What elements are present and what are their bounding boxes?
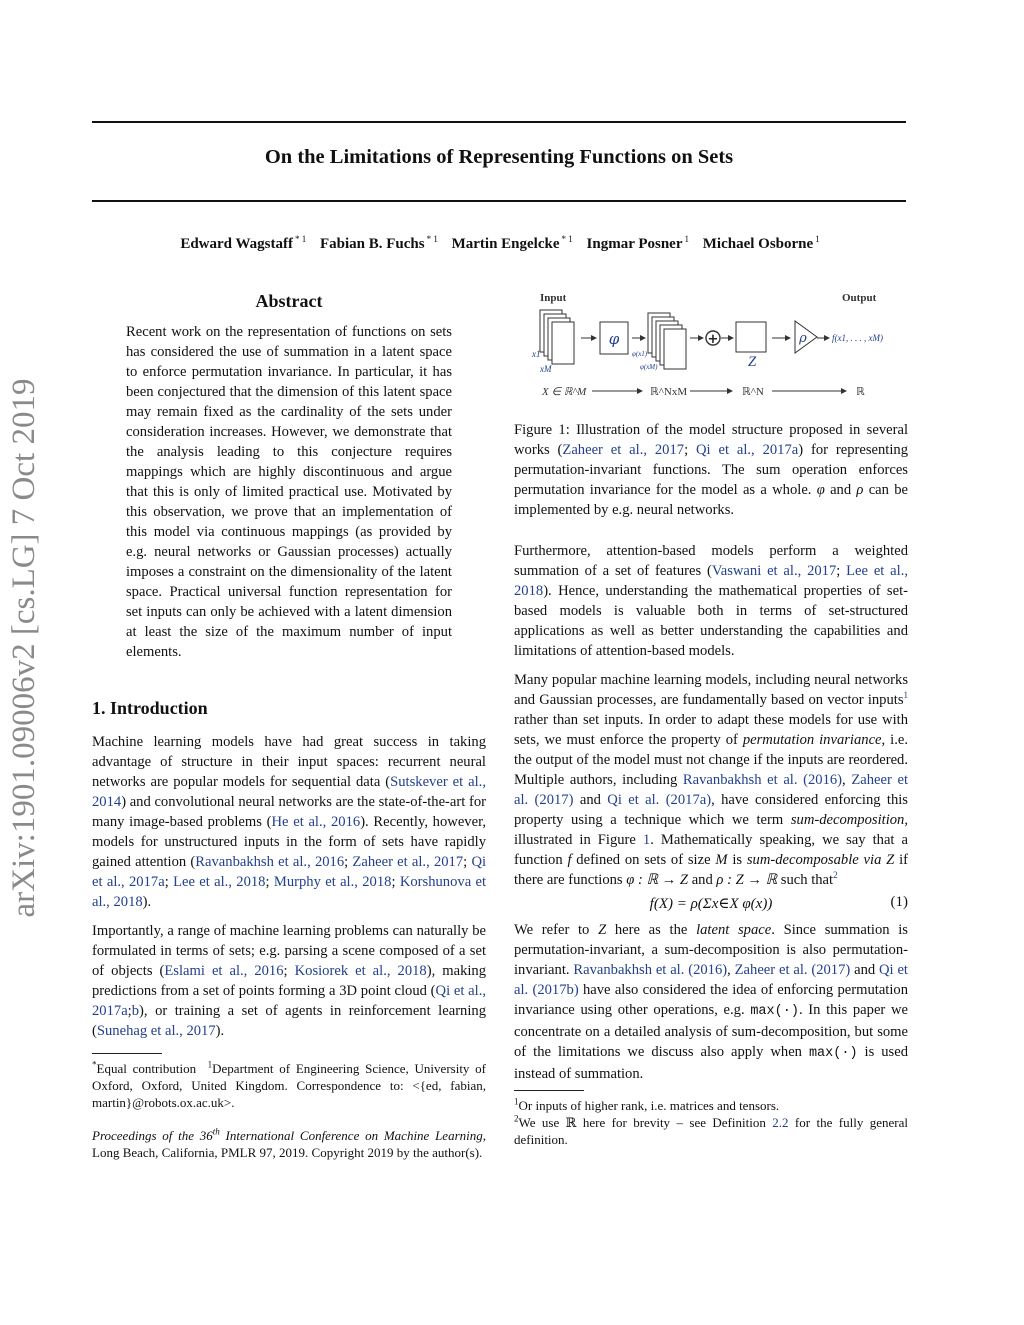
text-run: and [824, 482, 857, 498]
rho-symbol: ρ [799, 331, 807, 346]
z-label: Z [747, 354, 757, 370]
text-run: for the fully general definition. [514, 1115, 909, 1147]
citation-link[interactable]: Qi et al. (2017b) [514, 962, 908, 998]
xm-label: xM [540, 364, 552, 374]
text-run: , [842, 772, 852, 788]
citation-link[interactable]: Ravanbakhsh et al. (2016) [573, 962, 728, 978]
emphasis: permutation invariance [742, 732, 882, 748]
author [703, 236, 820, 252]
latent-z-box [736, 322, 766, 352]
text-run: , have considered enforcing this property using a technique which we term [514, 792, 908, 828]
text-run: Figure 1: Illustration of the model structure proposed in several works ( [514, 422, 908, 458]
text-run: can be implemented by e.g. neural networks. [514, 482, 909, 518]
author-affiliation-mark: * 1 [426, 234, 438, 244]
text-run: 36 [199, 1128, 213, 1143]
text-run: Many popular machine learning models, including neural networks and Gaussian processes, are fundamentally based on vector inputs [514, 672, 908, 708]
text-run: ). Hence, understanding the mathematical properties of set-based models is valuable both in terms of set-structured applications as well as better understanding the capabilities and limitations of attention-based models. [514, 583, 908, 659]
author-list [60, 236, 940, 253]
output-label: Output [842, 292, 877, 304]
text-run: ; [283, 963, 295, 979]
footnote-link[interactable]: 2 [833, 870, 838, 881]
emphasis: sum-decomposable via Z [746, 852, 895, 868]
footnote-2 [514, 1114, 908, 1148]
citation-link[interactable]: Eslami et al., 2016 [164, 963, 284, 979]
text-run: and [850, 962, 880, 978]
text-run: ), or training a set of agents in reinforcement learning ( [92, 1003, 486, 1039]
text-run: if there are functions [514, 852, 908, 888]
text-run: , Long Beach, California, PMLR 97, 2019. Copyright 2019 by the author(s). [92, 1128, 486, 1160]
text-run: Department of Engineering Science, University of Oxford, Oxford, United Kingdom. Correspondence to: <{ed, fabian, martin}@robots.ox.ac.uk>. [92, 1061, 487, 1110]
text-run: and [573, 792, 608, 808]
output-function-label: f(x1, . . . , xM) [832, 333, 883, 343]
text-run: ) and convolutional neural networks are the state-of-the-art for many image-based problems ( [92, 794, 486, 830]
author [320, 236, 438, 252]
citation-link[interactable]: Kosiorek et al., 2018 [294, 963, 427, 979]
intro-paragraph-1 [92, 732, 486, 912]
text-run: ; [391, 874, 400, 890]
math-expression: φ : ℝ → Z [626, 872, 689, 888]
proceedings-note [92, 1127, 486, 1161]
text-run: th [212, 1126, 220, 1137]
text-run: Machine learning models have had great success in taking advantage of structure in their input spaces: recurrent neural networks are popular models for sequential data ( [92, 734, 486, 790]
abstract-text: Recent work on the representation of functions on sets has considered the use of summation in a latent space to enforce permutation invariance. In particular, it has been conjectured that the dimension of this latent space may remain fixed as the cardinality of the sets under consideration increases. However, we demonstrate that the analysis leading to this conjecture requires mappings which are highly discontinuous and argue that this is only of limited practical use. Motivated by this observation, we prove that an implementation of this model via continuous mappings (as provided by e.g. neural networks or Gaussian processes) actually imposes a constraint on the dimensionality of the latent space. Practical universal function representation for set inputs can only be achieved with a latent dimension at least the size of the maximum number of input elements. [126, 324, 452, 660]
math-symbol: Z [598, 922, 607, 938]
citation-link[interactable]: Lee et al., 2018 [514, 563, 909, 599]
text-run: Equal contribution [96, 1061, 197, 1076]
sum-decomposition-paragraph [514, 670, 908, 890]
citation-link[interactable]: Lee et al., 2018 [173, 874, 266, 890]
code-text: max(·) [808, 1046, 858, 1061]
text-run: . Since summation is permutation-invariant, a sum-decomposition is also permutation-invariant. [514, 922, 908, 978]
text-run: , [727, 962, 735, 978]
citation-link[interactable]: Zaheer et al. (2017) [734, 962, 851, 978]
emphasis: sum-decomposition [790, 812, 905, 828]
footnote-rule [92, 1053, 162, 1054]
citation-link[interactable]: Ravanbakhsh et al., 2016 [195, 854, 345, 870]
math-symbol: φ [816, 482, 825, 498]
text-run: ; [164, 874, 174, 890]
text-run: Importantly, a range of machine learning problems can naturally be formulated in terms of sets; e.g. parsing a scene composed of a set of objects ( [92, 923, 486, 979]
equation-body: f(X) = ρ(Σx∈X φ(x)) [649, 896, 773, 912]
text-run: such that [777, 872, 834, 888]
footnote-mark: 1 [514, 1096, 519, 1107]
text-run: have also considered the idea of enforcing permutation invariance using other operations, e.g. [514, 982, 908, 1018]
citation-link[interactable]: Vaswani et al., 2017 [711, 563, 837, 579]
definition-link[interactable]: 2.2 [772, 1115, 789, 1130]
phi-x1-label: φ(x1) [632, 350, 648, 358]
input-space-label: X ∈ ℝ^M [542, 386, 587, 398]
text-run: . In this paper we concentrate on a detailed analysis of sum-decomposition, but some of the limitations we discuss also apply when [514, 1002, 908, 1060]
author [452, 236, 573, 252]
output-space-label: ℝ [856, 386, 865, 398]
figure-link[interactable]: 1 [642, 832, 651, 848]
text-run: We refer to [514, 922, 599, 938]
right-column [514, 286, 908, 1148]
latent-space-paragraph [514, 920, 908, 1084]
arxiv-watermark: arXiv:1901.09006v2 [cs.LG] 7 Oct 2019 [6, 378, 42, 918]
author-name: Michael Osborne [702, 236, 814, 252]
author-affiliation-mark: 1 [815, 234, 820, 244]
text-run: ). [142, 894, 152, 910]
text-run: ; [836, 563, 847, 579]
author-affiliation-mark: 1 [684, 234, 689, 244]
title-bottom-rule [92, 200, 906, 202]
emphasis: latent space [696, 922, 772, 938]
citation-link[interactable]: Zaheer et al. (2017) [514, 772, 908, 808]
text-run: We use ℝ here for brevity – see Definition [518, 1115, 773, 1130]
citation-link[interactable]: Sunehag et al., 2017 [96, 1023, 216, 1039]
input-label: Input [540, 292, 567, 304]
text-run: ). [215, 1023, 225, 1039]
text-run: ; [127, 1003, 132, 1019]
author-name: Martin Engelcke [451, 236, 560, 252]
citation-link[interactable]: Qi et al. (2017a) [607, 792, 712, 808]
text-run: International Conference on Machine Learning [219, 1128, 483, 1143]
author-name: Fabian B. Fuchs [319, 236, 425, 252]
phi-xm-label: φ(xM) [640, 363, 658, 371]
abstract-heading: Abstract [255, 291, 323, 311]
text-run: ). Recently, however, models for unstructured inputs in the form of sets have rapidly gained attention ( [92, 814, 486, 870]
text-run: Proceedings of the [92, 1128, 200, 1143]
input-set-stack [540, 310, 574, 364]
text-run: here as the [606, 922, 697, 938]
text-run: , illustrated in Figure [514, 812, 908, 848]
attention-paragraph [514, 541, 908, 661]
text-run: . Mathematically speaking, we say that a function [514, 832, 908, 868]
text-run: , i.e. the output of the model must not change if the inputs are reordered. Multiple authors, including [514, 732, 908, 788]
citation-link[interactable]: Zaheer et al., 2017 [352, 854, 464, 870]
affiliation-footnote [92, 1060, 486, 1111]
latent-space-label: ℝ^N [742, 386, 764, 398]
equation-1 [514, 894, 908, 918]
text-run: is used instead of summation. [514, 1044, 908, 1082]
citation-link[interactable]: Ravanbakhsh et al. (2016) [682, 772, 843, 788]
footnote-link[interactable]: 1 [903, 690, 908, 701]
math-expression: ρ : Z → ℝ [716, 872, 778, 888]
model-structure-diagram [514, 286, 908, 406]
text-run: rather than set inputs. In order to adapt these models for use with sets, we must enforce the property of [514, 712, 908, 748]
left-column [92, 288, 486, 1161]
figure-1-diagram [514, 286, 908, 406]
introduction-heading: 1. Introduction [92, 698, 208, 718]
text-run: ; [684, 442, 697, 458]
footnote-mark: 2 [514, 1113, 519, 1124]
text-run: ; [265, 874, 274, 890]
citation-link[interactable]: Qi et al., 2017a [696, 442, 799, 458]
author-name: Edward Wagstaff [180, 236, 293, 252]
plus-symbol: + [707, 332, 719, 347]
text-run: ) for representing permutation-invariant functions. The sum operation enforces permutation invariance for the model as a whole. [514, 442, 908, 498]
figure-1-caption [514, 420, 908, 520]
author-name: Ingmar Posner [586, 236, 683, 252]
text-run: defined on sets of size [571, 852, 716, 868]
citation-link[interactable]: He et al., 2016 [271, 814, 361, 830]
citation-link[interactable]: Qi et al., 2017a [92, 983, 486, 1019]
text-run: ), making predictions from a set of points forming a 3D point cloud ( [92, 963, 487, 999]
citation-link[interactable]: Qi et al., 2017a [92, 854, 487, 890]
math-symbol: ρ [856, 482, 864, 498]
intro-paragraph-2 [92, 921, 486, 1041]
text-run: Or inputs of higher rank, i.e. matrices and tensors. [518, 1098, 780, 1113]
text-run: ; [463, 854, 472, 870]
citation-link[interactable]: Murphy et al., 2018 [273, 874, 392, 890]
text-run: and [688, 872, 717, 888]
code-text: max(·) [750, 1004, 799, 1019]
footnote-mark: * [92, 1059, 97, 1070]
phi-space-label: ℝ^NxM [650, 386, 688, 398]
author [180, 236, 306, 252]
footnote-mark: 1 [207, 1059, 213, 1070]
text-run: ; [344, 854, 353, 870]
author [587, 236, 689, 252]
text-run: Furthermore, attention-based models perform a weighted summation of a set of features ( [514, 543, 908, 579]
footnote-1 [514, 1097, 908, 1114]
phi-output-stack [648, 313, 686, 369]
author-affiliation-mark: * 1 [294, 234, 307, 244]
title-top-rule [92, 121, 906, 123]
citation-link[interactable]: Zaheer et al., 2017 [562, 442, 685, 458]
citation-link[interactable]: Sutskever et al., 2014 [92, 774, 486, 810]
math-symbol: f [567, 852, 572, 868]
equation-number: (1) [890, 894, 908, 910]
footnote-rule [514, 1090, 584, 1091]
text-run: is [727, 852, 747, 868]
phi-symbol: φ [608, 330, 620, 348]
math-symbol: M [715, 852, 728, 868]
citation-link[interactable]: Korshunova et al., 2018 [92, 874, 487, 910]
paper-title: On the Limitations of Representing Functions on Sets [264, 146, 734, 168]
author-affiliation-mark: * 1 [561, 234, 573, 244]
x1-label: x1 [532, 349, 541, 359]
citation-link[interactable]: b [131, 1003, 140, 1019]
